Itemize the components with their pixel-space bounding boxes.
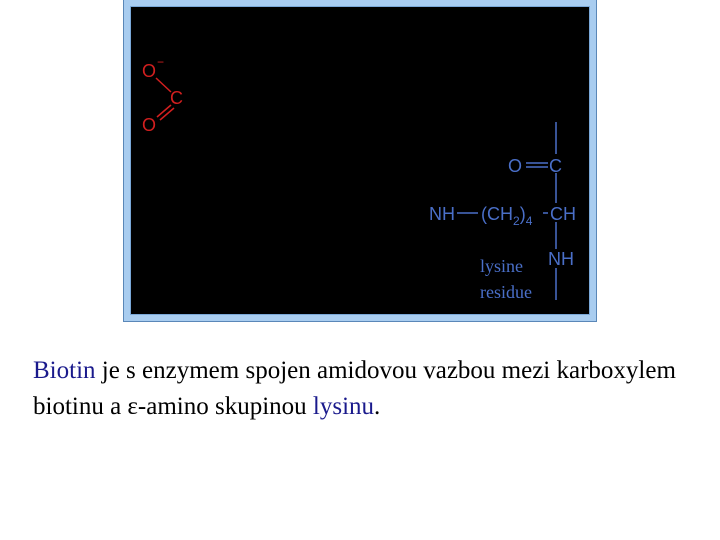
bond-o-c-single [156, 78, 171, 92]
epsilon-nh: NH [429, 204, 455, 224]
caption-lysinu: lysinu [312, 393, 375, 420]
lysine-label-line1: lysine [480, 256, 523, 276]
biotin-lysine-diagram [124, 0, 596, 321]
carbonyl-carbon: C [549, 156, 562, 176]
lysine-atoms [429, 156, 576, 269]
caption-body: je s enzymem spojen amidovou vazbou mezi karboxylem biotinu a ε-amino skupinou [33, 357, 676, 420]
backbone-nh: NH [548, 249, 574, 269]
alpha-ch: CH [550, 204, 576, 224]
lysine-label [480, 256, 532, 302]
caption-text [33, 353, 693, 425]
carboxylate-group [142, 55, 183, 135]
lysine-label-line2: residue [480, 282, 532, 302]
bond-c-o-double-a [157, 105, 171, 117]
caption-biotin: Biotin [33, 357, 96, 384]
caption-period: . [374, 393, 381, 420]
bond-c-o-double-b [160, 108, 174, 120]
carboxylate-o-minus: O [142, 61, 157, 81]
carboxylate-o-double: O [142, 115, 157, 135]
minus-sign: − [157, 55, 165, 69]
carboxylate-carbon: C [170, 88, 183, 108]
ch2-chain: $(CH_2)_4$ [481, 204, 533, 228]
carbonyl-oxygen: O [508, 156, 523, 176]
